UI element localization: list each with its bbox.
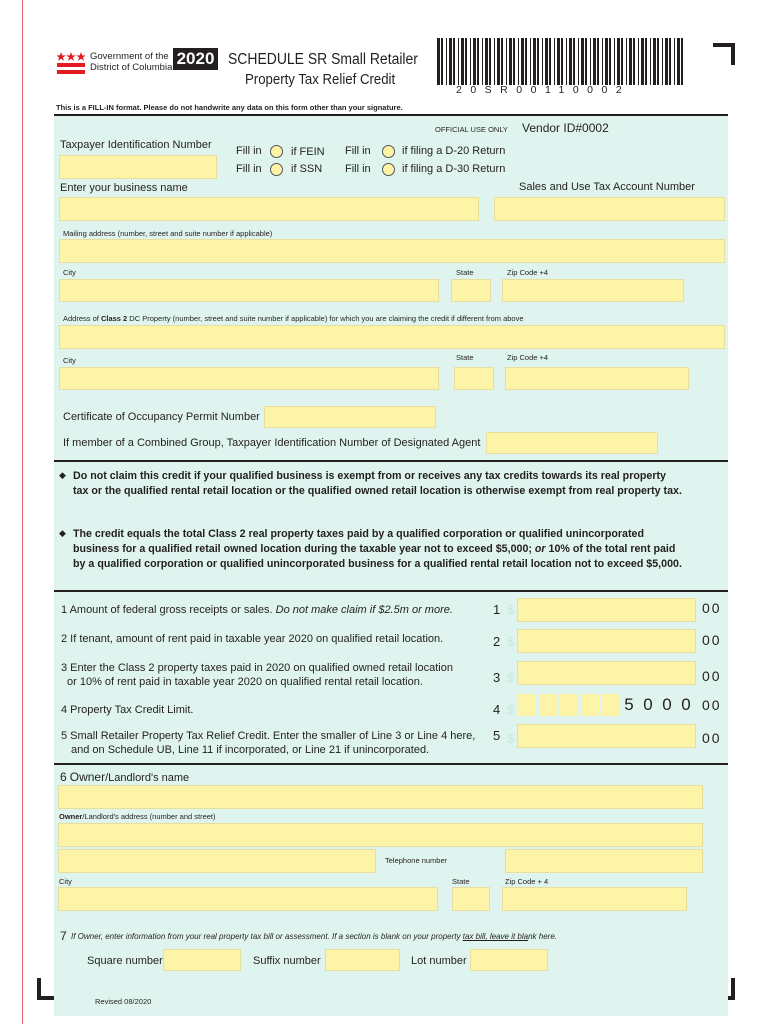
fill-in-note: This is a FILL-IN format. Please do not handwrite any data on this form other than your signature.	[56, 103, 403, 112]
state-label: State	[456, 268, 474, 277]
line4-digit: 0	[643, 695, 653, 714]
line4-digit: 0	[662, 695, 672, 714]
divider	[54, 590, 728, 592]
owner-heading-b: /Landlord's name	[105, 772, 190, 784]
fill-in-label: Fill in	[345, 163, 371, 175]
mailing-address-field[interactable]	[59, 239, 725, 263]
sales-tax-field[interactable]	[494, 197, 725, 221]
revised-date: Revised 08/2020	[95, 997, 152, 1006]
fill-in-label: Fill in	[236, 145, 262, 157]
owner-address-a: Owner	[59, 812, 83, 821]
line2-field[interactable]	[517, 629, 696, 653]
ssn-radio[interactable]	[270, 163, 283, 176]
owner-address2-field[interactable]	[58, 849, 376, 873]
section7-text-pre: If Owner, enter information from your real property tax bill or assessment. If a section is blank on your property	[71, 932, 463, 941]
line5-number: 5	[493, 728, 501, 743]
line3-number: 3	[493, 670, 501, 685]
sales-tax-label: Sales and Use Tax Account Number	[519, 181, 695, 193]
divider	[54, 460, 728, 462]
dollar-sign: $	[507, 634, 515, 649]
line1-note: Do not make claim if $2.5m or more.	[275, 604, 453, 616]
line2-cents: 00	[702, 632, 722, 648]
owner-name-field[interactable]	[58, 785, 703, 809]
line1-number: 1	[493, 602, 501, 617]
bullet-icon: ◆	[59, 528, 66, 538]
note-bullet-2a: The credit equals the total Class 2 real property taxes paid by a qualified corporation or qualified unincorporated business for a qualified retail owned location during the taxable year not to exceed $5,000;	[73, 528, 644, 555]
owner-heading-num: 6	[60, 770, 67, 784]
d20-label: if filing a D-20 Return	[402, 145, 506, 157]
note-bullet-2b: 10% of the total rent paid by a qualified corporation or qualified unincorporated business for a qualified rental retail location not to exceed $5,000.	[73, 543, 682, 570]
form-subtitle: Property Tax Relief Credit	[245, 71, 396, 88]
note-bullet-1: Do not claim this credit if your qualified business is exempt from or receives any tax credits towards its real property tax or the qualified rental retail location or the qualified owned retail location is otherwise exempt from real property tax.	[73, 470, 682, 497]
barcode-number: 20SR00110002	[456, 84, 631, 96]
tin-label: Taxpayer Identification Number	[60, 139, 212, 151]
d20-radio[interactable]	[382, 145, 395, 158]
property-address-class: Class 2	[100, 314, 128, 323]
zip-label: Zip Code +4	[507, 353, 549, 362]
line5-label-a: 5 Small Retailer Property Tax Relief Credit. Enter the smaller of Line 3 or Line 4 here,	[61, 730, 476, 742]
owner-city-field[interactable]	[58, 887, 438, 911]
zip-field[interactable]	[502, 279, 684, 302]
gov-line1: Government of the	[90, 51, 169, 62]
business-name-field[interactable]	[59, 197, 479, 221]
gov-line2: District of Columbia	[90, 62, 173, 73]
square-field[interactable]	[163, 949, 241, 971]
section7-text-underlined: tax bill, leave it bla	[462, 932, 529, 941]
fill-in-label: Fill in	[236, 163, 262, 175]
owner-zip-field[interactable]	[502, 887, 687, 911]
line4-digit: 5	[624, 695, 634, 714]
digit-box	[602, 694, 620, 716]
line4-cents: 00	[702, 697, 722, 713]
owner-address-b: /Landlord's address (number and street)	[82, 812, 216, 821]
owner-address-field[interactable]	[58, 823, 703, 847]
property-zip-field[interactable]	[505, 367, 689, 390]
vendor-id: Vendor ID#0002	[522, 121, 609, 135]
d30-label: if filing a D-30 Return	[402, 163, 506, 175]
property-address-post: DC Property (number, street and suite number if applicable) for which you are claiming the credit if different from above	[127, 314, 524, 323]
line5-cents: 00	[702, 730, 722, 746]
property-address-pre: Address of	[63, 314, 101, 323]
state-label: State	[452, 877, 470, 886]
digit-box	[518, 694, 536, 716]
dollar-sign: $	[507, 670, 515, 685]
owner-state-field[interactable]	[452, 887, 490, 911]
dollar-sign: $	[507, 731, 515, 746]
occupancy-field[interactable]	[264, 406, 436, 428]
combined-group-field[interactable]	[486, 432, 658, 454]
line4-digit: 0	[681, 695, 691, 714]
margin-line	[22, 0, 23, 1024]
tin-field[interactable]	[59, 155, 217, 179]
section7-text-post: nk here.	[528, 932, 558, 941]
occupancy-label: Certificate of Occupancy Permit Number	[63, 411, 260, 423]
owner-address-label	[59, 812, 216, 821]
telephone-label: Telephone number	[385, 856, 448, 865]
corner-mark-icon	[713, 43, 735, 65]
line3-cents: 00	[702, 668, 722, 684]
section7-number: 7	[60, 929, 67, 943]
line1-field[interactable]	[517, 598, 696, 622]
official-use-label: OFFICIAL USE ONLY	[435, 125, 508, 134]
state-field[interactable]	[451, 279, 491, 302]
line1-cents: 00	[702, 600, 722, 616]
ssn-label: if SSN	[291, 163, 323, 175]
digit-box	[581, 694, 599, 716]
dc-flag-icon	[57, 51, 85, 75]
dollar-sign: $	[507, 702, 515, 717]
divider	[54, 114, 728, 116]
divider	[54, 763, 728, 765]
city-field[interactable]	[59, 279, 439, 302]
city-label: City	[59, 877, 72, 886]
city-label: City	[63, 356, 76, 365]
d30-radio[interactable]	[382, 163, 395, 176]
line4-label: 4 Property Tax Credit Limit.	[61, 704, 194, 716]
property-city-field[interactable]	[59, 367, 439, 390]
telephone-field[interactable]	[505, 849, 703, 873]
form-year: 2020	[173, 48, 218, 70]
property-address-field[interactable]	[59, 325, 725, 349]
owner-heading-a: Owner	[69, 770, 106, 784]
line3-field[interactable]	[517, 661, 696, 685]
property-state-field[interactable]	[454, 367, 494, 390]
fein-radio[interactable]	[270, 145, 283, 158]
note-bullet-2	[73, 527, 682, 572]
suffix-field[interactable]	[325, 949, 400, 971]
fein-label: if FEIN	[291, 146, 325, 158]
government-label	[90, 51, 172, 73]
line3-label-b: or 10% of rent paid in taxable year 2020 on qualified rental retail location.	[67, 676, 423, 688]
bullet-icon: ◆	[59, 470, 66, 480]
city-label: City	[63, 268, 76, 277]
digit-box	[539, 694, 557, 716]
line2-label: 2 If tenant, amount of rent paid in taxable year 2020 on qualified retail location.	[61, 633, 444, 645]
zip-label: Zip Code + 4	[505, 877, 549, 886]
barcode-icon	[437, 38, 685, 85]
fill-in-label: Fill in	[345, 145, 371, 157]
line2-number: 2	[493, 634, 501, 649]
mailing-label: Mailing address (number, street and suite number if applicable)	[63, 229, 273, 238]
line3-label-a: 3 Enter the Class 2 property taxes paid in 2020 on qualified owned retail location	[61, 662, 453, 674]
line4-number: 4	[493, 702, 501, 717]
line5-label-b: and on Schedule UB, Line 11 if incorporated, or Line 21 if unincorporated.	[71, 744, 430, 756]
property-address-label	[63, 314, 524, 323]
section7-text	[71, 932, 557, 941]
dollar-sign: $	[507, 602, 515, 617]
note-bullet-2-or: or	[534, 543, 546, 555]
lot-label: Lot number	[411, 955, 467, 967]
state-label: State	[456, 353, 474, 362]
line1-label	[61, 604, 453, 616]
business-name-label: Enter your business name	[60, 182, 188, 194]
digit-box	[560, 694, 578, 716]
owner-heading	[60, 770, 189, 784]
square-label: Square number	[87, 955, 163, 967]
line5-field[interactable]	[517, 724, 696, 748]
combined-group-label: If member of a Combined Group, Taxpayer Identification Number of Designated Agent	[63, 437, 481, 449]
line1-text: 1 Amount of federal gross receipts or sales.	[61, 604, 273, 616]
lot-field[interactable]	[470, 949, 548, 971]
form-title: SCHEDULE SR Small Retailer	[228, 51, 418, 68]
zip-label: Zip Code +4	[507, 268, 549, 277]
suffix-label: Suffix number	[253, 955, 321, 967]
